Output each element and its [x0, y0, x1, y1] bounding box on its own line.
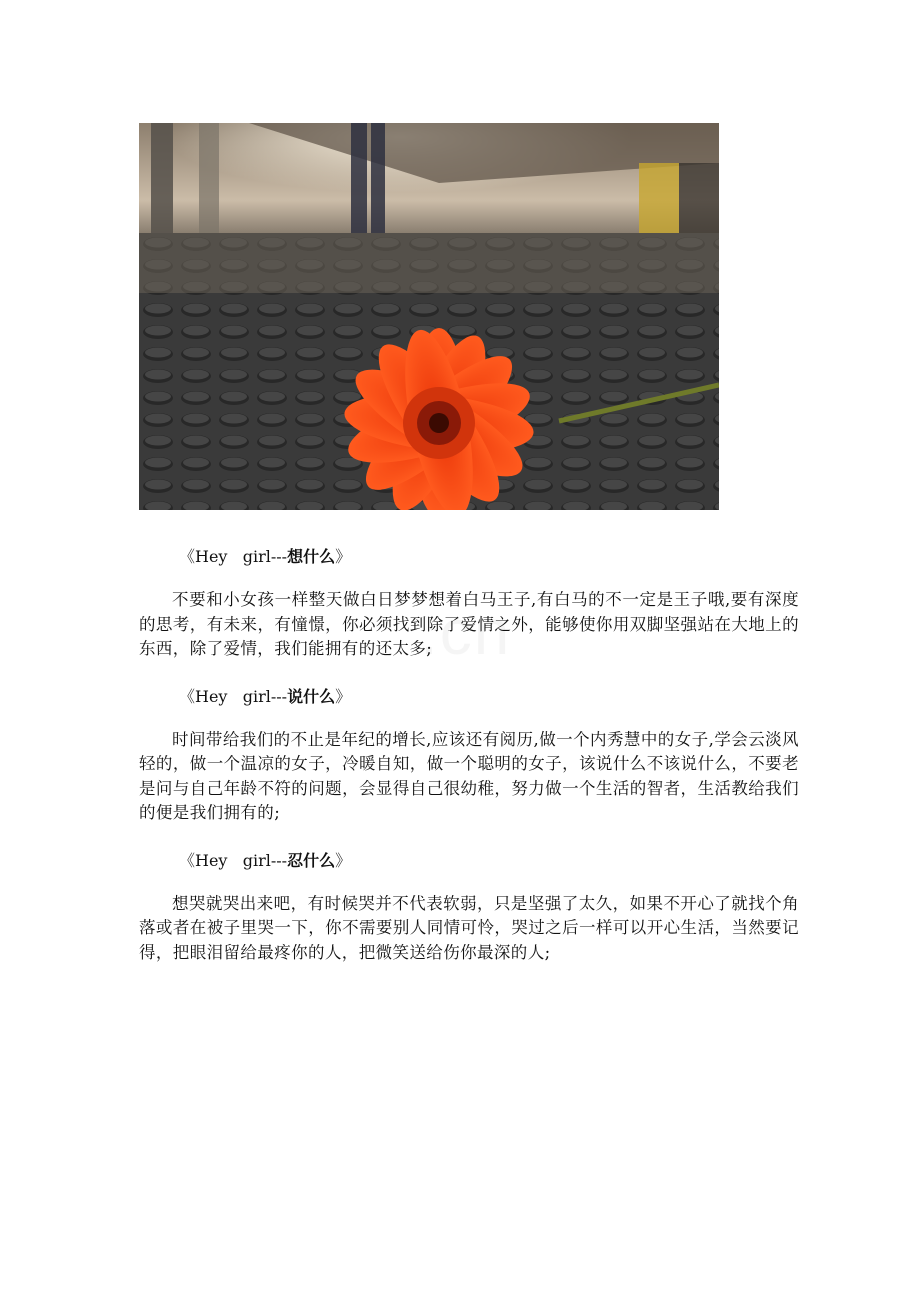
section-paragraph: 不要和小女孩一样整天做白日梦梦想着白马王子,有白马的不一定是王子哦,要有深度的思考，有未来，有憧憬，你必须找到除了爱情之外，能够使你用双脚坚强站在大地上的东西，除了爱情，我们能拥有的还太多; [139, 590, 799, 658]
heading-prefix: 《Hey girl--- [179, 686, 288, 706]
section-endure [139, 844, 799, 966]
heading-keyword: 想什么 [287, 547, 336, 566]
section-paragraph: 想哭就哭出来吧，有时候哭并不代表软弱，只是坚强了太久，如果不开心了就找个角落或者在被子里哭一下，你不需要别人同情可怜，哭过之后一样可以开心生活，当然要记得，把眼泪留给最疼你的人，把微笑送给伤你最深的人; [139, 893, 799, 962]
section-heading [139, 844, 799, 878]
heading-prefix: 《Hey girl--- [179, 850, 288, 870]
heading-keyword: 说什么 [287, 686, 336, 706]
section-think [139, 540, 799, 662]
flower-photo [139, 123, 719, 510]
heading-keyword: 忍什么 [287, 850, 336, 870]
heading-prefix: 《Hey girl--- [179, 547, 288, 566]
article-body [139, 540, 799, 983]
section-say [139, 680, 799, 826]
section-heading [139, 540, 799, 574]
heading-suffix: 》 [335, 686, 352, 706]
heading-suffix: 》 [335, 547, 352, 566]
heading-suffix: 》 [335, 850, 352, 870]
section-heading [139, 680, 799, 714]
section-paragraph: 时间带给我们的不止是年纪的增长,应该还有阅历,做一个内秀慧中的女子,学会云淡风轻的，做一个温凉的女子，冷暖自知，做一个聪明的女子，该说什么不该说什么，不要老是问与自己年龄不符的问题，会显得自己很幼稚，努力做一个生活的智者，生活教给我们的便是我们拥有的; [139, 729, 799, 822]
